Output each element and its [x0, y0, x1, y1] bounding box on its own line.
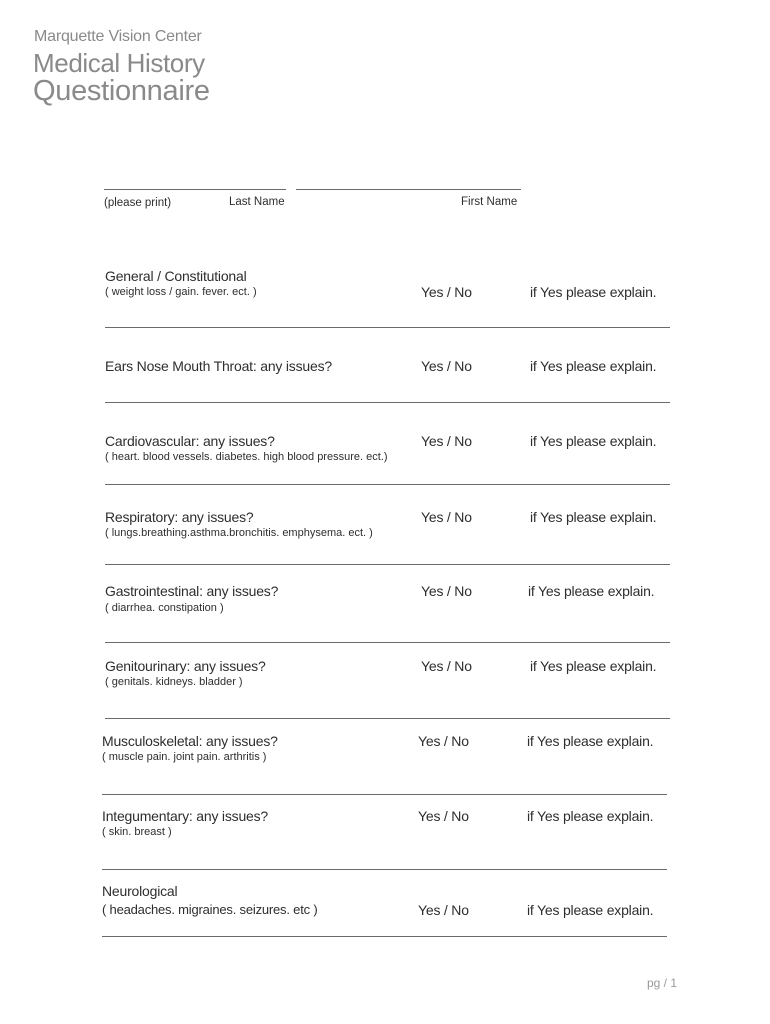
- section-sub-integumentary: ( skin. breast ): [102, 826, 172, 838]
- yes-no-respiratory[interactable]: Yes / No: [421, 509, 472, 525]
- explain-line-respiratory[interactable]: [105, 564, 670, 565]
- section-sub-cardiovascular: ( heart. blood vessels. diabetes. high blood pressure. ect.): [105, 451, 388, 463]
- first-name-field[interactable]: [296, 189, 521, 190]
- explain-label-musculoskeletal: if Yes please explain.: [527, 733, 654, 749]
- yes-no-neurological[interactable]: Yes / No: [418, 902, 469, 918]
- section-title-gastrointestinal: Gastrointestinal: any issues?: [105, 583, 279, 599]
- yes-no-cardiovascular[interactable]: Yes / No: [421, 433, 472, 449]
- explain-label-neurological: if Yes please explain.: [527, 902, 654, 918]
- form-title-line-2: Questionnaire: [33, 75, 210, 107]
- first-name-label: First Name: [461, 196, 518, 208]
- last-name-label: Last Name: [229, 196, 285, 208]
- yes-no-genitourinary[interactable]: Yes / No: [421, 658, 472, 674]
- please-print-hint: (please print): [104, 197, 172, 209]
- explain-label-general: if Yes please explain.: [530, 284, 657, 300]
- explain-line-musculoskeletal[interactable]: [102, 794, 667, 795]
- section-sub-genitourinary: ( genitals. kidneys. bladder ): [105, 676, 243, 688]
- section-sub-respiratory: ( lungs.breathing.asthma.bronchitis. emphysema. ect. ): [105, 527, 373, 539]
- explain-line-ent[interactable]: [105, 402, 670, 403]
- section-title-neurological: Neurological: [102, 883, 178, 899]
- yes-no-musculoskeletal[interactable]: Yes / No: [418, 733, 469, 749]
- yes-no-gastrointestinal[interactable]: Yes / No: [421, 583, 472, 599]
- section-sub-gastrointestinal: ( diarrhea. constipation ): [105, 602, 224, 614]
- yes-no-ent[interactable]: Yes / No: [421, 358, 472, 374]
- section-title-genitourinary: Genitourinary: any issues?: [105, 658, 266, 674]
- section-sub-musculoskeletal: ( muscle pain. joint pain. arthritis ): [102, 751, 267, 763]
- explain-line-cardiovascular[interactable]: [105, 484, 670, 485]
- explain-label-gastrointestinal: if Yes please explain.: [528, 583, 655, 599]
- yes-no-integumentary[interactable]: Yes / No: [418, 808, 469, 824]
- organization-name: Marquette Vision Center: [34, 28, 202, 45]
- explain-label-respiratory: if Yes please explain.: [530, 509, 657, 525]
- section-title-respiratory: Respiratory: any issues?: [105, 509, 254, 525]
- explain-label-genitourinary: if Yes please explain.: [530, 658, 657, 674]
- yes-no-general[interactable]: Yes / No: [421, 284, 472, 300]
- section-sub-neurological: ( headaches. migraines. seizures. etc ): [102, 902, 318, 917]
- section-title-musculoskeletal: Musculoskeletal: any issues?: [102, 733, 278, 749]
- explain-line-general[interactable]: [105, 327, 670, 328]
- page-number: pg / 1: [647, 976, 678, 990]
- explain-label-ent: if Yes please explain.: [530, 358, 657, 374]
- explain-line-neurological[interactable]: [102, 936, 667, 937]
- section-title-integumentary: Integumentary: any issues?: [102, 808, 269, 824]
- section-title-general: General / Constitutional: [105, 268, 247, 284]
- section-sub-general: ( weight loss / gain. fever. ect. ): [105, 286, 257, 298]
- explain-line-integumentary[interactable]: [102, 869, 667, 870]
- form-title-line-1: Medical History: [33, 48, 205, 78]
- explain-label-cardiovascular: if Yes please explain.: [530, 433, 657, 449]
- explain-line-gastrointestinal[interactable]: [105, 642, 670, 643]
- last-name-field[interactable]: [104, 189, 286, 190]
- explain-label-integumentary: if Yes please explain.: [527, 808, 654, 824]
- explain-line-genitourinary[interactable]: [105, 718, 670, 719]
- section-title-cardiovascular: Cardiovascular: any issues?: [105, 433, 275, 449]
- section-title-ent: Ears Nose Mouth Throat: any issues?: [105, 358, 332, 374]
